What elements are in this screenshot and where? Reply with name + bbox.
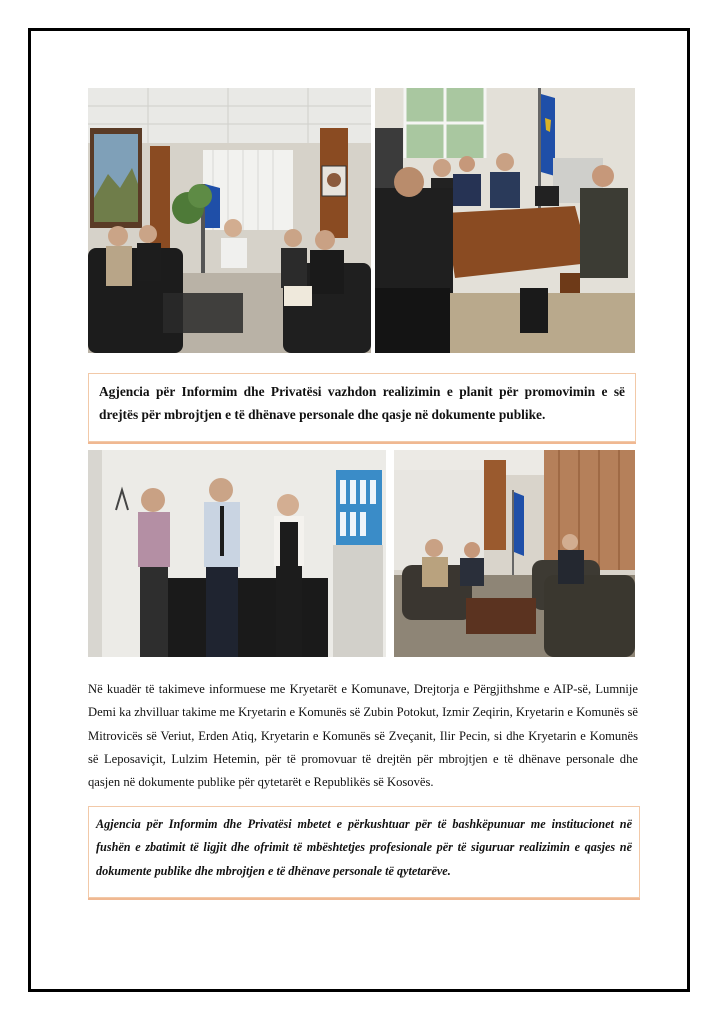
- headline-box: [88, 373, 636, 442]
- closing-statement-box: [88, 806, 640, 898]
- meeting-photo-armchairs: [394, 450, 635, 657]
- meeting-description-paragraph: Në kuadër të takimeve informuese me Kryetarët e Komunave, Drejtorja e Përgjithshme e AIP-së, Lumnije Demi ka zhvilluar takime me Kryetarin e Komunës së Zubin Potokut, Izmir Zeqirin, Kryetarin e Komunës së Mitrovicës së Veriut, Erden Atiq, Kryetarin e Komunës së Zveçanit, Ilir Pecin, si dhe Kryetarin e Komunës së Leposaviçit, Lulzim Hetemin, për të promovuar të drejtën për mbrojtjen e të dhënave personale dhe qasjen në dokumente publike për qytetarët e Republikës së Kosovës.: [88, 682, 638, 790]
- meeting-photo-desk: [375, 88, 635, 353]
- meeting-photo-sofa-office: [88, 88, 371, 353]
- group-photo-standing: [88, 450, 386, 657]
- headline-text: Agjencia për Informim dhe Privatësi vazhdon realizimin e planit për promovimin e së drejtës për mbrojtjen e të dhënave personale dhe qasje në dokumente publike.: [99, 384, 625, 422]
- closing-statement-text: Agjencia për Informim dhe Privatësi mbetet e përkushtuar për të bashkëpunuar me institucionet në fushën e zbatimit të ligjit dhe ofrimit të mbështetjes profesionale për të siguruar realizimin e qasjes në dokumente publike dhe mbrojtjen e të dhënave personale të qytetarëve.: [96, 817, 632, 878]
